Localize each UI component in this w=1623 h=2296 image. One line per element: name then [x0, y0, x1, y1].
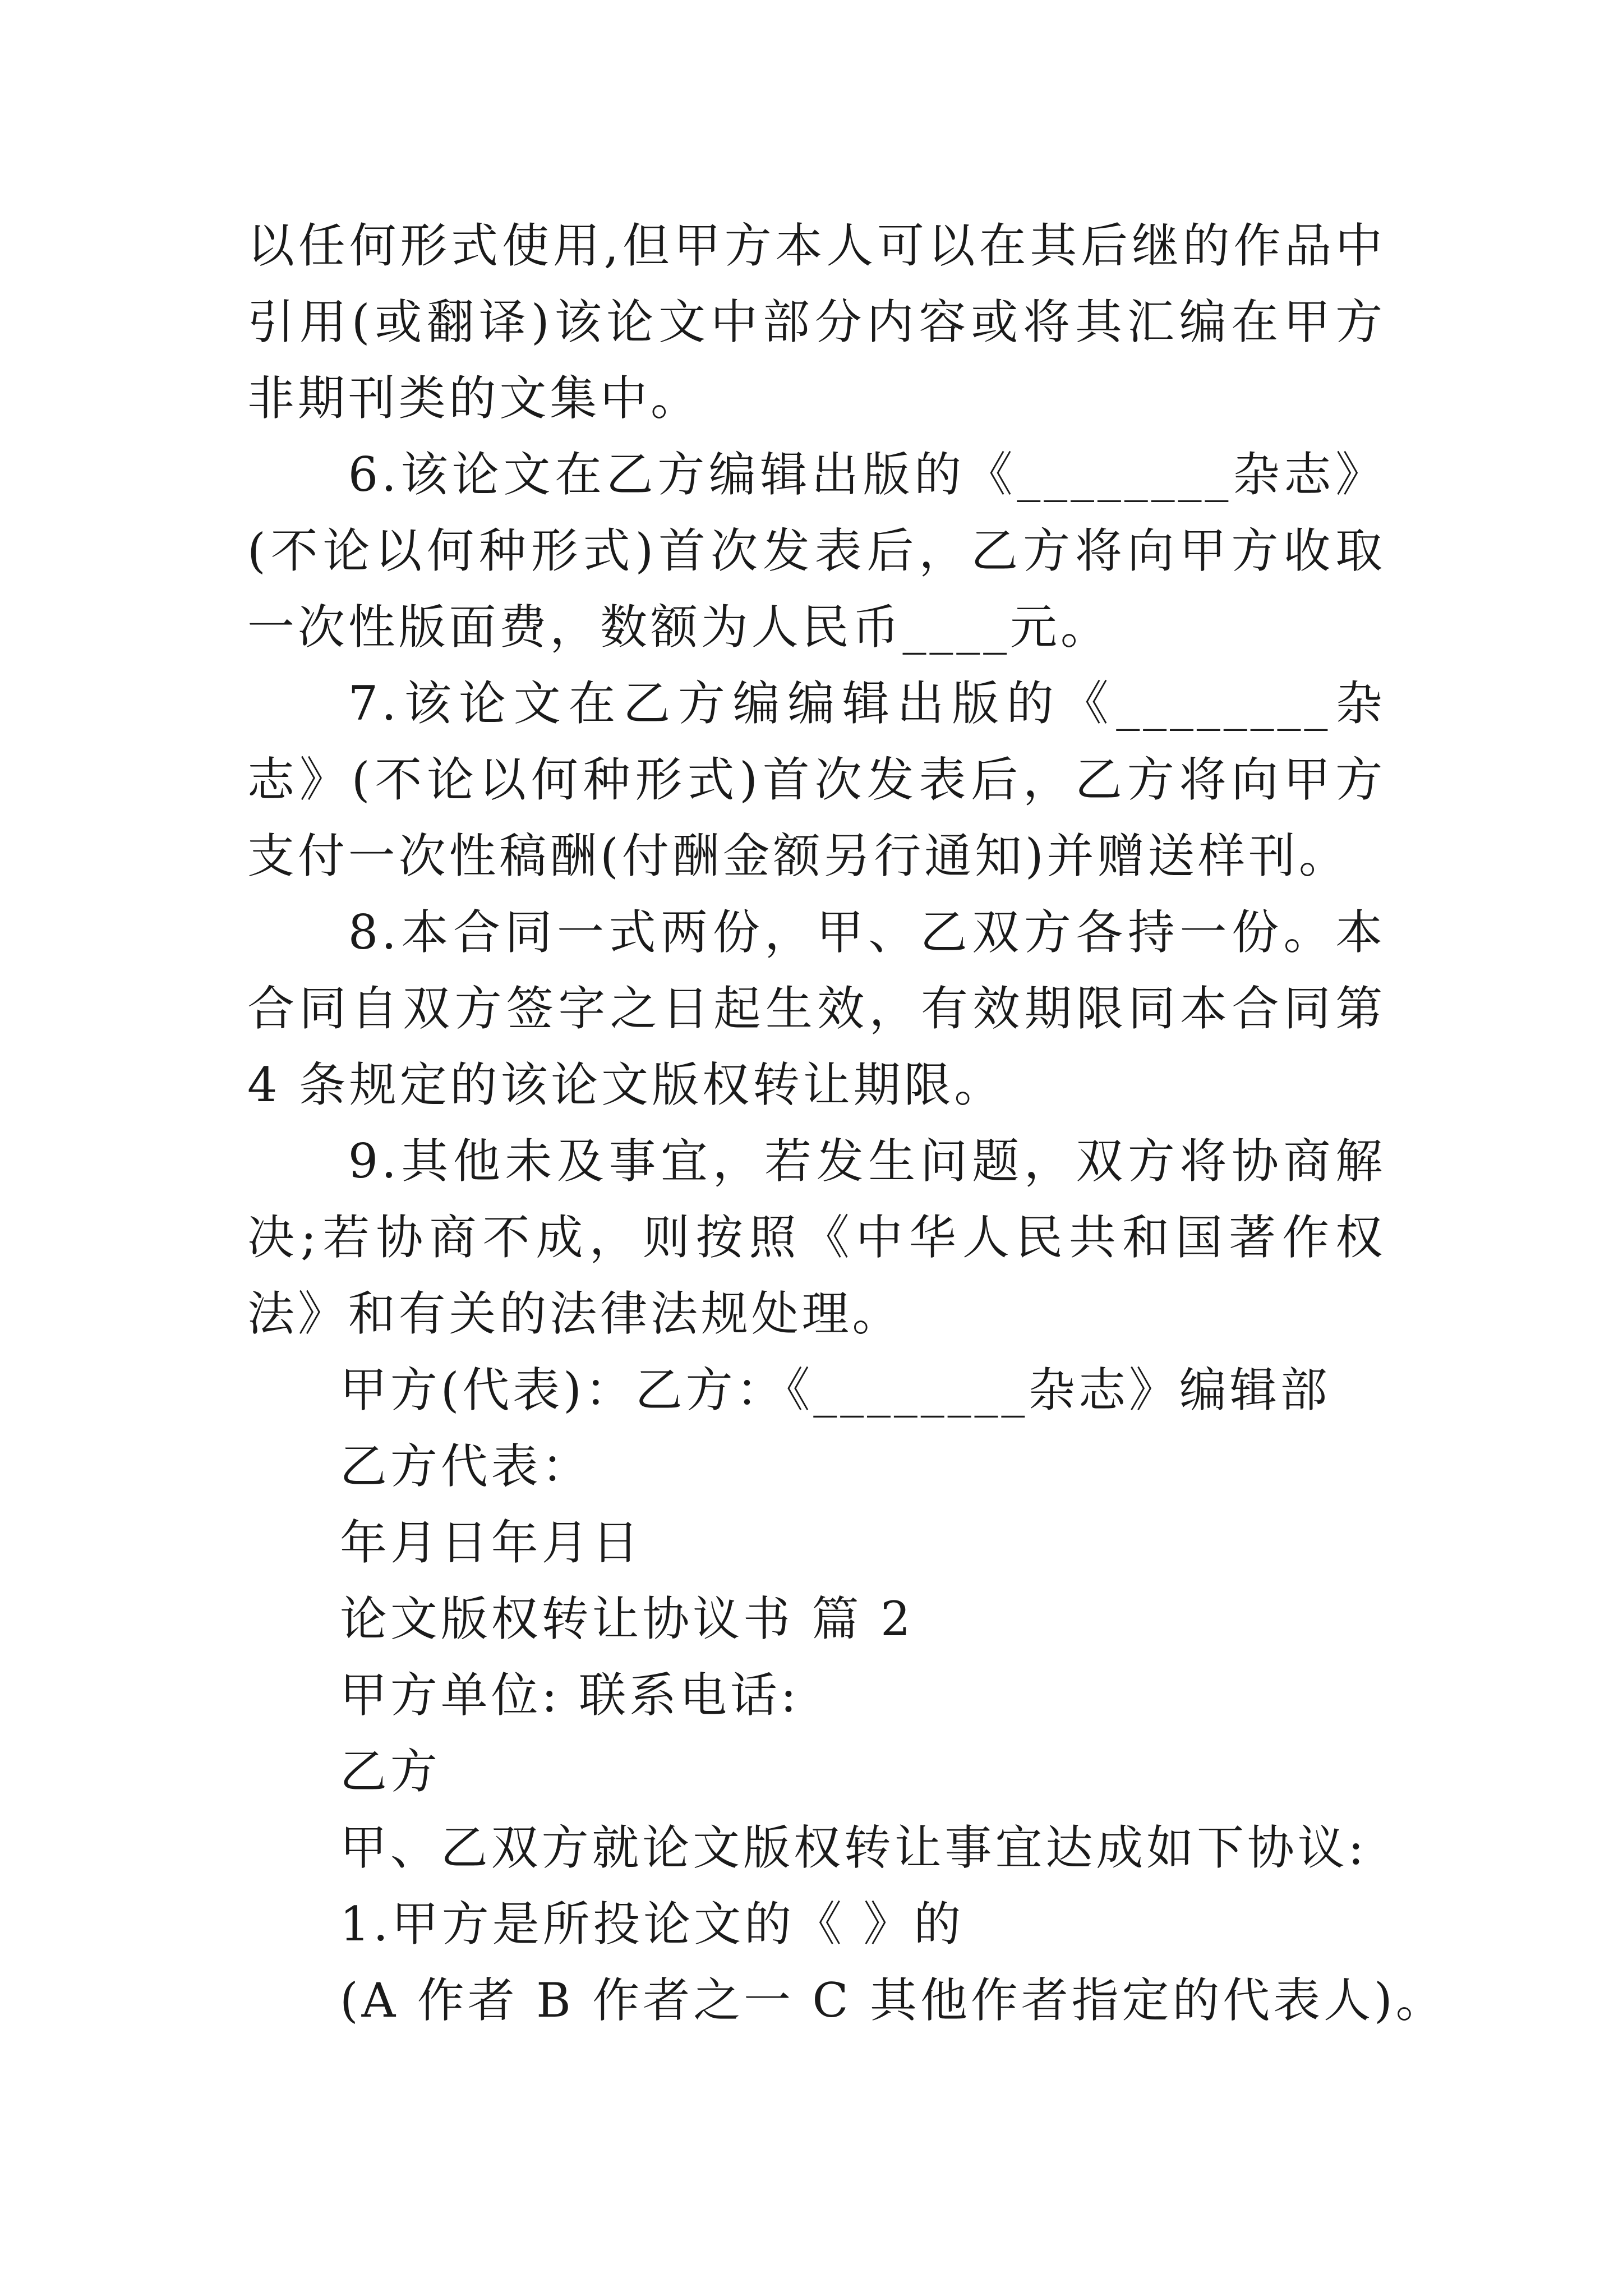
clause-1-options-line: (A 作者 B 作者之一 C 其他作者指定的代表人)。 [340, 1973, 1446, 2028]
paragraph-clause-6: 6.该论文在乙方编辑出版的《________杂志》(不论以何种形式)首次发表后，乙方将向甲方收取一次性版面费，数额为人民币____元。 [247, 447, 1386, 655]
signature-dates-line: 年月日年月日 [340, 1515, 643, 1570]
agreement-intro-line: 甲、乙双方就论文版权转让事宜达成如下协议: [340, 1820, 1367, 1875]
signature-parties-line: 甲方(代表)：乙方：《________杂志》编辑部 [340, 1363, 1331, 1418]
document-body [247, 208, 1446, 2039]
party-a-unit-line: 甲方单位: 联系电话: [340, 1668, 800, 1723]
paragraph-clause-7: 7.该论文在乙方编编辑出版的《________杂志》(不论以何种形式)首次发表后，乙方将向甲方支付一次性稿酬(付酬金额另行通知)并赠送样刊。 [247, 676, 1386, 884]
clause-1-line: 1.甲方是所投论文的《 》的 [340, 1897, 965, 1952]
section-title: 论文版权转让协议书 篇 2 [340, 1591, 914, 1646]
party-b-line: 乙方 [340, 1744, 441, 1799]
paragraph-continuation: 以任何形式使用,但甲方本人可以在其后继的作品中引用(或翻译)该论文中部分内容或将其汇编在甲方非期刊类的文集中。 [247, 218, 1386, 426]
party-b-representative-line: 乙方代表： [340, 1439, 592, 1494]
paragraph-clause-9: 9.其他未及事宜，若发生问题，双方将协商解决;若协商不成，则按照《中华人民共和国著作权法》和有关的法律法规处理。 [247, 1134, 1386, 1341]
paragraph-clause-8: 8.本合同一式两份，甲、乙双方各持一份。本合同自双方签字之日起生效，有效期限同本合同第 4 条规定的该论文版权转让期限。 [247, 905, 1386, 1112]
